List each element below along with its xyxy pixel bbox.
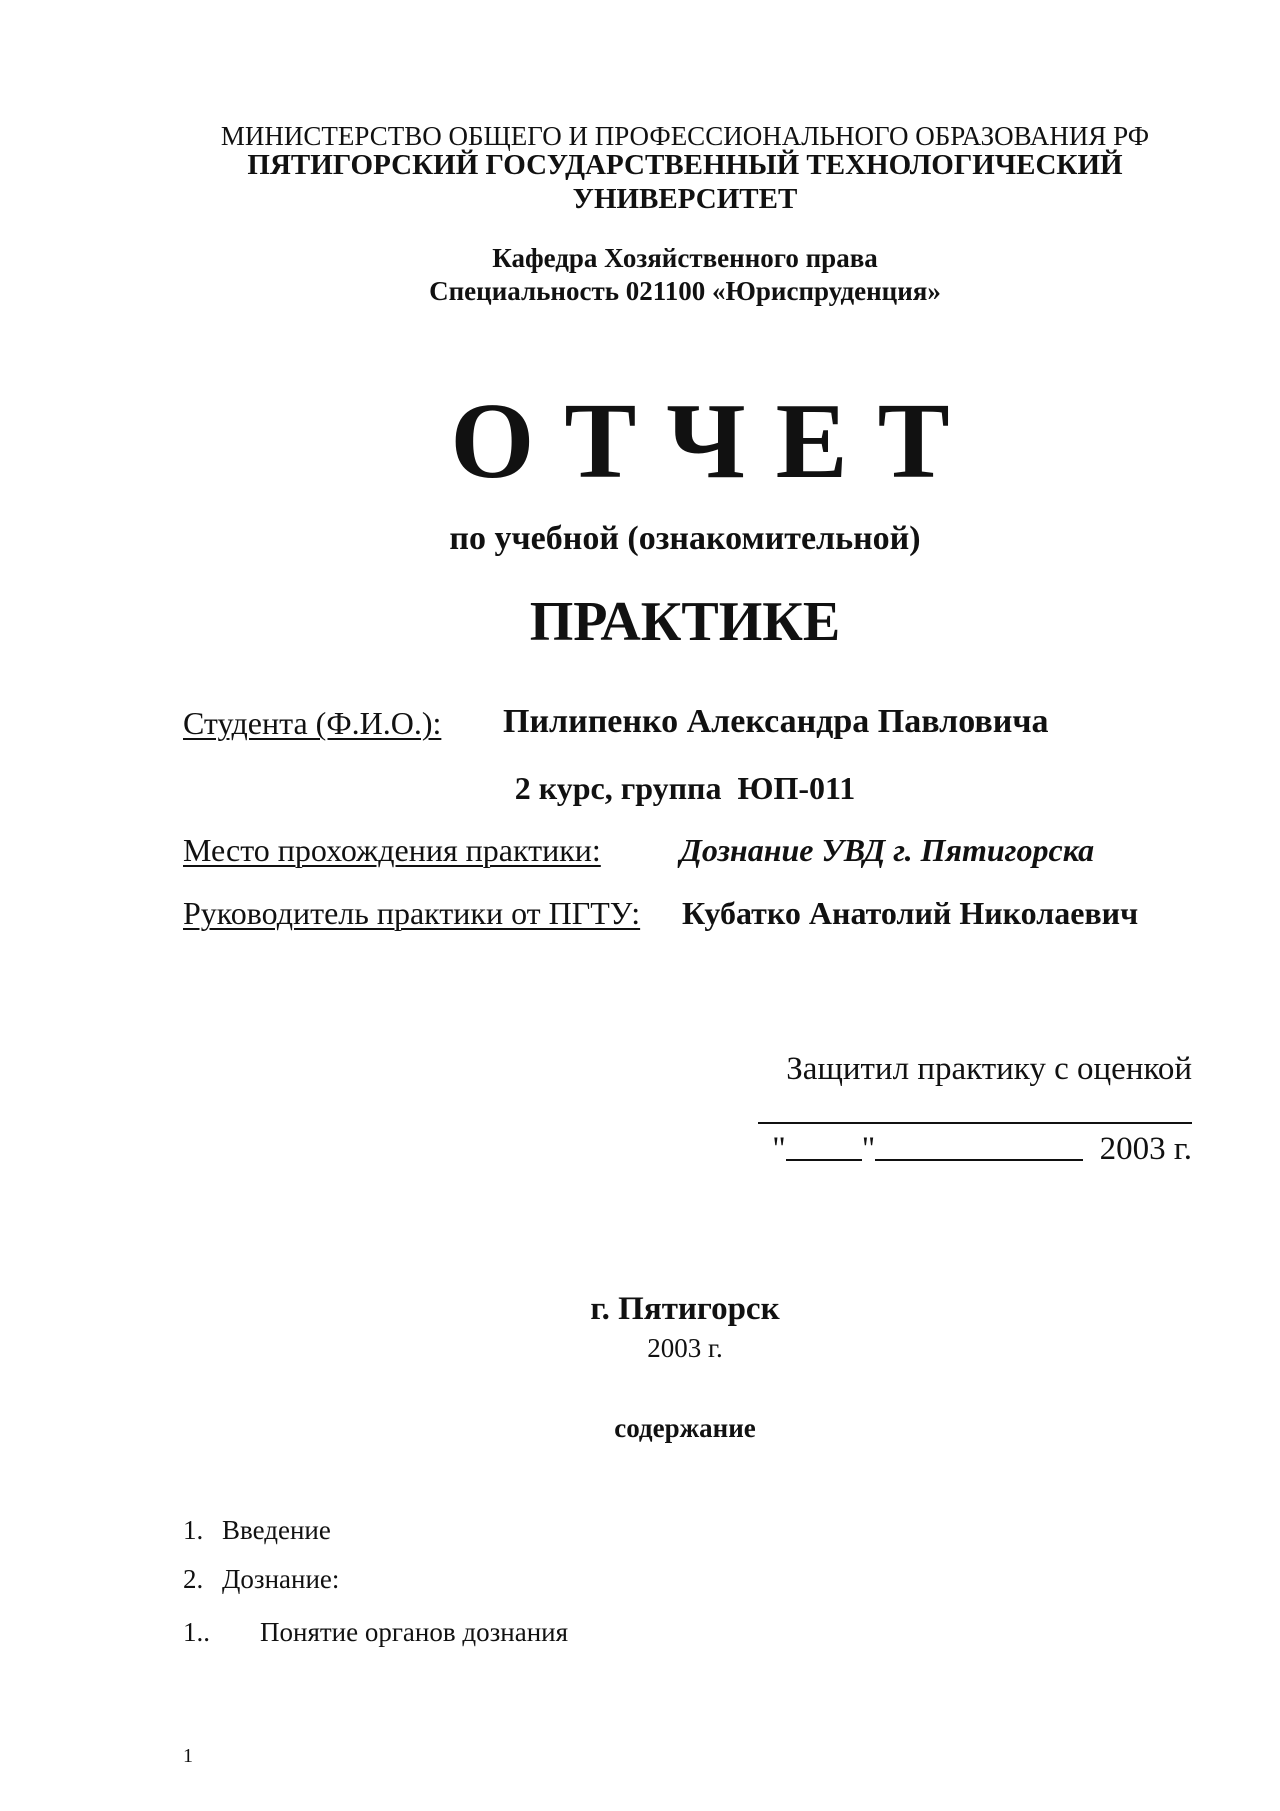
toc-item-number: 1. bbox=[183, 1515, 204, 1545]
course-group: 2 курс, группа ЮП-011 bbox=[514, 770, 856, 806]
grade-blank-line bbox=[758, 1122, 1192, 1124]
quote-open: " bbox=[772, 1131, 786, 1167]
toc-item-number: 1.. bbox=[183, 1617, 210, 1647]
practice-place-label: Место прохождения практики: bbox=[183, 832, 601, 868]
quote-close: " bbox=[861, 1131, 876, 1167]
report-practice-heading: ПРАКТИКЕ bbox=[529, 591, 841, 653]
report-title: ОТЧЕТ bbox=[450, 382, 980, 501]
student-name: Пилипенко Александра Павловича bbox=[503, 703, 1049, 740]
toc-item-number: 2. bbox=[183, 1564, 204, 1594]
report-subtitle: по учебной (ознакомительной) bbox=[449, 520, 921, 557]
university-name-line1: ПЯТИГОРСКИЙ ГОСУДАРСТВЕННЫЙ ТЕХНОЛОГИЧЕСКИЙ bbox=[247, 149, 1123, 181]
contents-title: содержание bbox=[614, 1413, 756, 1443]
supervisor-name: Кубатко Анатолий Николаевич bbox=[682, 895, 1139, 931]
toc-item bbox=[183, 1564, 339, 1595]
city: г. Пятигорск bbox=[590, 1291, 780, 1327]
defense-grade-text: Защитил практику с оценкой bbox=[786, 1051, 1192, 1087]
defense-date-line bbox=[772, 1131, 1192, 1168]
university-name-line2: УНИВЕРСИТЕТ bbox=[572, 183, 798, 215]
page-number: 1 bbox=[183, 1745, 193, 1767]
toc-item bbox=[183, 1617, 568, 1648]
department-heading: Кафедра Хозяйственного права bbox=[492, 243, 878, 273]
toc-item bbox=[183, 1515, 331, 1546]
defense-year: 2003 г. bbox=[1099, 1131, 1192, 1167]
speciality-heading: Специальность 021100 «Юриспруденция» bbox=[429, 276, 941, 306]
toc-item-text: Понятие органов дознания bbox=[260, 1617, 569, 1647]
supervisor-label: Руководитель практики от ПГТУ: bbox=[183, 895, 641, 931]
toc-item-text: Дознание: bbox=[222, 1564, 340, 1594]
student-label: Студента (Ф.И.О.): bbox=[183, 705, 442, 741]
toc-item-text: Введение bbox=[222, 1515, 331, 1545]
day-blank bbox=[786, 1131, 862, 1161]
month-blank bbox=[875, 1131, 1083, 1161]
year: 2003 г. bbox=[647, 1333, 723, 1363]
ministry-heading: МИНИСТЕРСТВО ОБЩЕГО И ПРОФЕССИОНАЛЬНОГО ОБРАЗОВАНИЯ РФ bbox=[220, 121, 1150, 151]
practice-place-value: Дознание УВД г. Пятигорска bbox=[680, 832, 1095, 868]
